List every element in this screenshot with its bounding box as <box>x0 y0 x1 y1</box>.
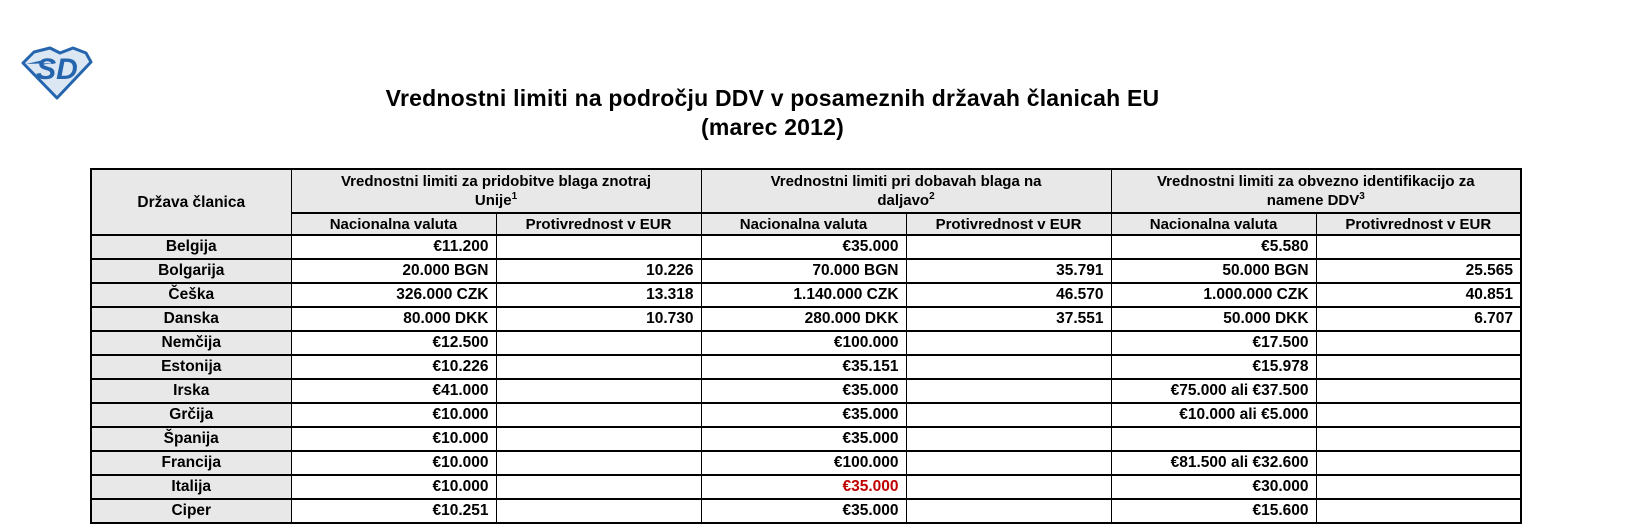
value-cell: €35.151 <box>701 355 906 379</box>
value-cell: 10.730 <box>496 307 701 331</box>
value-cell: 6.707 <box>1316 307 1521 331</box>
subheader-national-currency: Nacionalna valuta <box>701 213 906 235</box>
group-header-intra-union-acquisitions: Vrednostni limiti za pridobitve blaga znotraj Unije$^1$ <box>291 169 701 213</box>
subheader-eur-equivalent: Protivrednost v EUR <box>1316 213 1521 235</box>
logo-letters: SD <box>36 53 78 86</box>
value-cell: €41.000 <box>291 379 496 403</box>
table-row <box>91 451 1521 475</box>
value-cell: €10.226 <box>291 355 496 379</box>
value-cell <box>1316 331 1521 355</box>
value-cell: €10.000 <box>291 403 496 427</box>
value-cell <box>496 331 701 355</box>
group-header-distance-sales: Vrednostni limiti pri dobavah blaga na daljavo$^2$ <box>701 169 1111 213</box>
value-cell: €30.000 <box>1111 475 1316 499</box>
value-cell: 10.226 <box>496 259 701 283</box>
table-row <box>91 283 1521 307</box>
table-row <box>91 355 1521 379</box>
value-cell <box>496 355 701 379</box>
value-cell: 13.318 <box>496 283 701 307</box>
value-cell: €35.000 <box>701 499 906 523</box>
country-cell: Grčija <box>91 403 291 427</box>
value-cell: €5.580 <box>1111 235 1316 259</box>
table-row <box>91 235 1521 259</box>
country-cell: Ciper <box>91 499 291 523</box>
value-cell <box>1316 475 1521 499</box>
value-cell: 326.000 CZK <box>291 283 496 307</box>
value-cell <box>496 427 701 451</box>
value-cell <box>496 451 701 475</box>
table-row <box>91 331 1521 355</box>
country-cell: Nemčija <box>91 331 291 355</box>
subheader-national-currency: Nacionalna valuta <box>291 213 496 235</box>
vat-limits-table <box>90 168 1522 524</box>
value-cell: 37.551 <box>906 307 1111 331</box>
value-cell: €35.000 <box>701 403 906 427</box>
value-cell: €10.000 ali €5.000 <box>1111 403 1316 427</box>
value-cell <box>496 379 701 403</box>
value-cell: 25.565 <box>1316 259 1521 283</box>
value-cell: €75.000 ali €37.500 <box>1111 379 1316 403</box>
value-cell: 46.570 <box>906 283 1111 307</box>
table-row <box>91 379 1521 403</box>
footnote-marker: 2 <box>929 191 935 202</box>
value-cell <box>906 475 1111 499</box>
value-cell <box>1316 355 1521 379</box>
country-cell: Francija <box>91 451 291 475</box>
value-cell <box>1316 403 1521 427</box>
title-line1: Vrednostni limiti na področju DDV v posameznih državah članicah EU <box>0 84 1545 113</box>
value-cell: €10.000 <box>291 475 496 499</box>
value-cell: €35.000 <box>701 379 906 403</box>
value-cell: €12.500 <box>291 331 496 355</box>
value-cell: €10.000 <box>291 451 496 475</box>
value-cell: 35.791 <box>906 259 1111 283</box>
value-cell <box>1316 427 1521 451</box>
value-cell: €81.500 ali €32.600 <box>1111 451 1316 475</box>
table-row <box>91 475 1521 499</box>
value-cell: 280.000 DKK <box>701 307 906 331</box>
country-cell: Bolgarija <box>91 259 291 283</box>
value-cell: €100.000 <box>701 451 906 475</box>
value-cell <box>1316 379 1521 403</box>
value-cell <box>496 403 701 427</box>
value-cell: €15.600 <box>1111 499 1316 523</box>
value-cell: €15.978 <box>1111 355 1316 379</box>
subheader-eur-equivalent: Protivrednost v EUR <box>906 213 1111 235</box>
value-cell: €11.200 <box>291 235 496 259</box>
table-row <box>91 427 1521 451</box>
value-cell: 50.000 DKK <box>1111 307 1316 331</box>
subheader-national-currency: Nacionalna valuta <box>1111 213 1316 235</box>
country-cell: Španija <box>91 427 291 451</box>
footnote-marker: 3 <box>1359 191 1365 202</box>
subheader-eur-equivalent: Protivrednost v EUR <box>496 213 701 235</box>
value-cell <box>1111 427 1316 451</box>
value-cell: 40.851 <box>1316 283 1521 307</box>
footnote-marker: 1 <box>512 191 518 202</box>
subheader-row <box>91 213 1521 235</box>
value-cell <box>906 403 1111 427</box>
value-cell: €35.000 <box>701 475 906 499</box>
group-header-row <box>91 169 1521 213</box>
value-cell: 20.000 BGN <box>291 259 496 283</box>
value-cell <box>906 451 1111 475</box>
country-cell: Belgija <box>91 235 291 259</box>
value-cell: €100.000 <box>701 331 906 355</box>
table-row <box>91 307 1521 331</box>
value-cell <box>906 235 1111 259</box>
value-cell: €10.000 <box>291 427 496 451</box>
table-row <box>91 403 1521 427</box>
value-cell: 50.000 BGN <box>1111 259 1316 283</box>
table-row <box>91 259 1521 283</box>
value-cell <box>496 235 701 259</box>
value-cell <box>906 379 1111 403</box>
country-cell: Irska <box>91 379 291 403</box>
value-cell: 1.000.000 CZK <box>1111 283 1316 307</box>
column-header-country: Država članica <box>91 169 291 235</box>
country-cell: Danska <box>91 307 291 331</box>
value-cell: 1.140.000 CZK <box>701 283 906 307</box>
group-header-vat-identification: Vrednostni limiti za obvezno identifikacijo za namene DDV$^3$ <box>1111 169 1521 213</box>
country-cell: Estonija <box>91 355 291 379</box>
value-cell <box>1316 235 1521 259</box>
value-cell <box>906 427 1111 451</box>
value-cell: 70.000 BGN <box>701 259 906 283</box>
value-cell: 80.000 DKK <box>291 307 496 331</box>
country-cell: Italija <box>91 475 291 499</box>
value-cell: €35.000 <box>701 235 906 259</box>
value-cell: €35.000 <box>701 427 906 451</box>
value-cell: €17.500 <box>1111 331 1316 355</box>
value-cell <box>1316 451 1521 475</box>
title-line2: (marec 2012) <box>0 113 1545 142</box>
value-cell <box>906 355 1111 379</box>
value-cell: €10.251 <box>291 499 496 523</box>
country-cell: Češka <box>91 283 291 307</box>
value-cell <box>906 331 1111 355</box>
value-cell <box>496 475 701 499</box>
page-title <box>0 84 1545 142</box>
